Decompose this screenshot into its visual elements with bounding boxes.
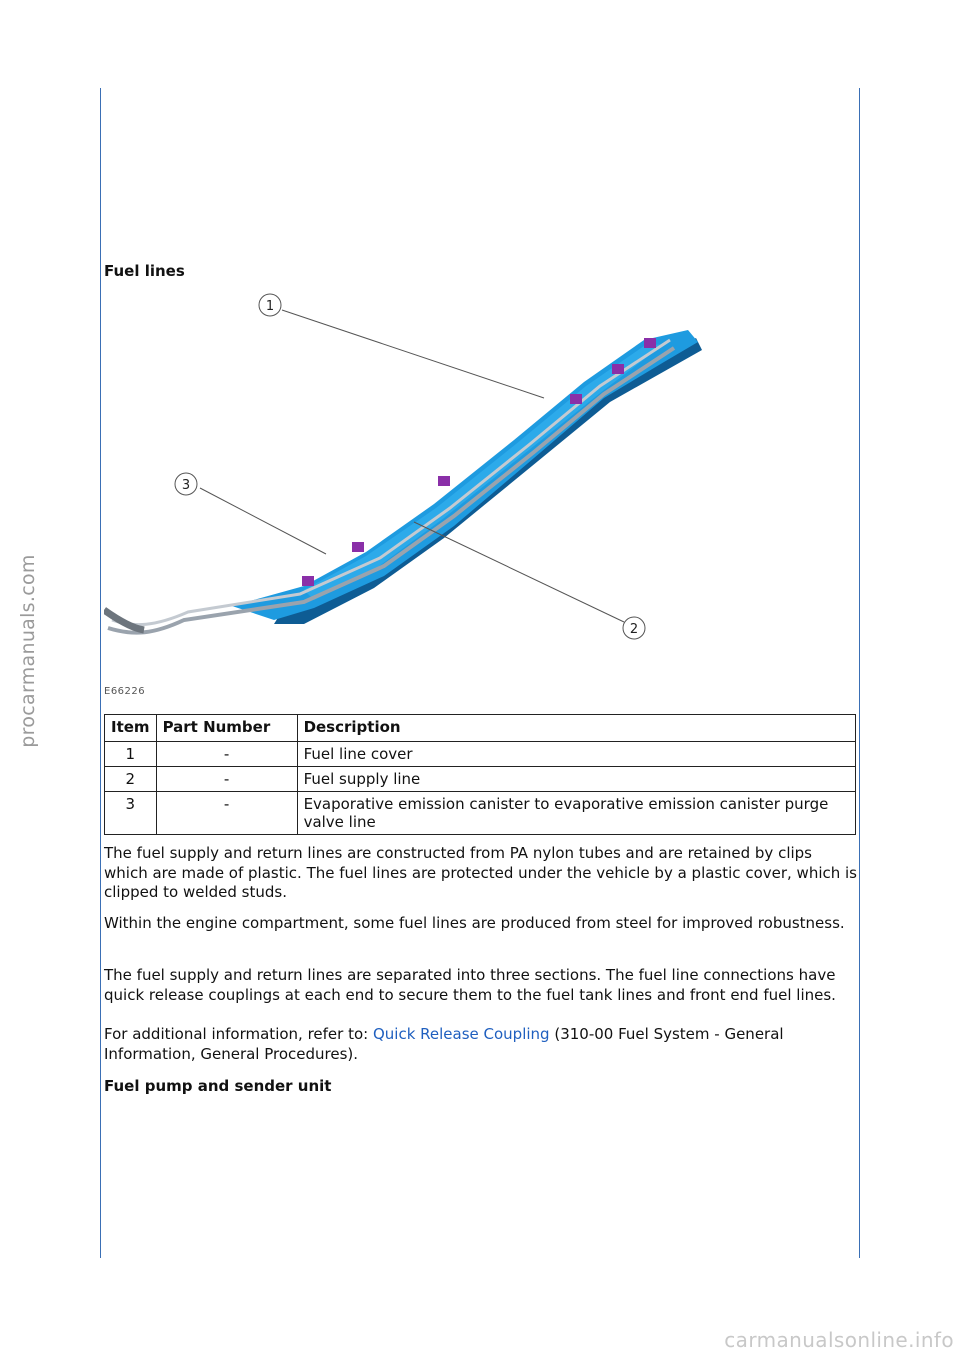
clip-5 [612,364,624,374]
right-margin-line [859,88,860,1258]
callout-label-1: 1 [265,299,275,314]
quick-release-coupling-link[interactable]: Quick Release Coupling [372,1025,550,1043]
section-heading-fuel-pump: Fuel pump and sender unit [104,1077,332,1095]
row-part-number: - [156,792,297,835]
figure-code: E66226 [104,686,146,697]
parts-table [104,714,856,835]
paragraph-engine-compartment: Within the engine compartment, some fuel lines are produced from steel for improved robustness. [104,914,845,932]
bottom-watermark: carmanualsonline.info [724,1328,954,1352]
clip-1 [302,576,314,586]
header-description: Description [297,715,855,742]
leader-line-1 [282,310,544,398]
side-watermark: procarmanuals.com [17,554,39,748]
section-heading-fuel-lines: Fuel lines [104,262,185,280]
reference-suffix: (310-00 Fuel System - General Information, General Procedures). [104,1025,784,1063]
row-description: Fuel supply line [297,767,855,792]
clip-2 [352,542,364,552]
row-description: Evaporative emission canister to evaporative emission canister purge valve line [297,792,855,835]
paragraph-reference [104,1025,860,1064]
table-row [105,767,856,792]
row-description: Fuel line cover [297,742,855,767]
table-row [105,792,856,835]
clip-3 [438,476,450,486]
callout-label-2: 2 [629,622,639,637]
fuel-lines-drawing [104,290,704,700]
table-header-row [105,715,856,742]
fuel-lines-illustration [104,290,704,700]
leader-line-2 [414,522,624,622]
row-part-number: - [156,742,297,767]
leader-line-3 [200,488,326,554]
left-margin-line [100,88,101,1258]
table-row [105,742,856,767]
paragraph-sections: The fuel supply and return lines are separated into three sections. The fuel line connections have quick release couplings at each end to secure them to the fuel tank lines and front end fuel lines. [104,966,836,1004]
paragraph-construction: The fuel supply and return lines are constructed from PA nylon tubes and are retained by clips which are made of plastic. The fuel lines are protected under the vehicle by a plastic cover, which is clipped to welded studs. [104,844,857,901]
clip-4 [570,394,582,404]
header-part-number: Part Number [156,715,297,742]
header-item: Item [105,715,157,742]
reference-prefix: For additional information, refer to: [104,1025,373,1043]
row-item: 2 [105,767,157,792]
fuel-line-cover-tray [232,330,698,620]
row-item: 1 [105,742,157,767]
callout-label-3: 3 [181,478,191,493]
row-item: 3 [105,792,157,835]
row-part-number: - [156,767,297,792]
tray-highlight [304,344,664,600]
clip-6 [644,338,656,348]
